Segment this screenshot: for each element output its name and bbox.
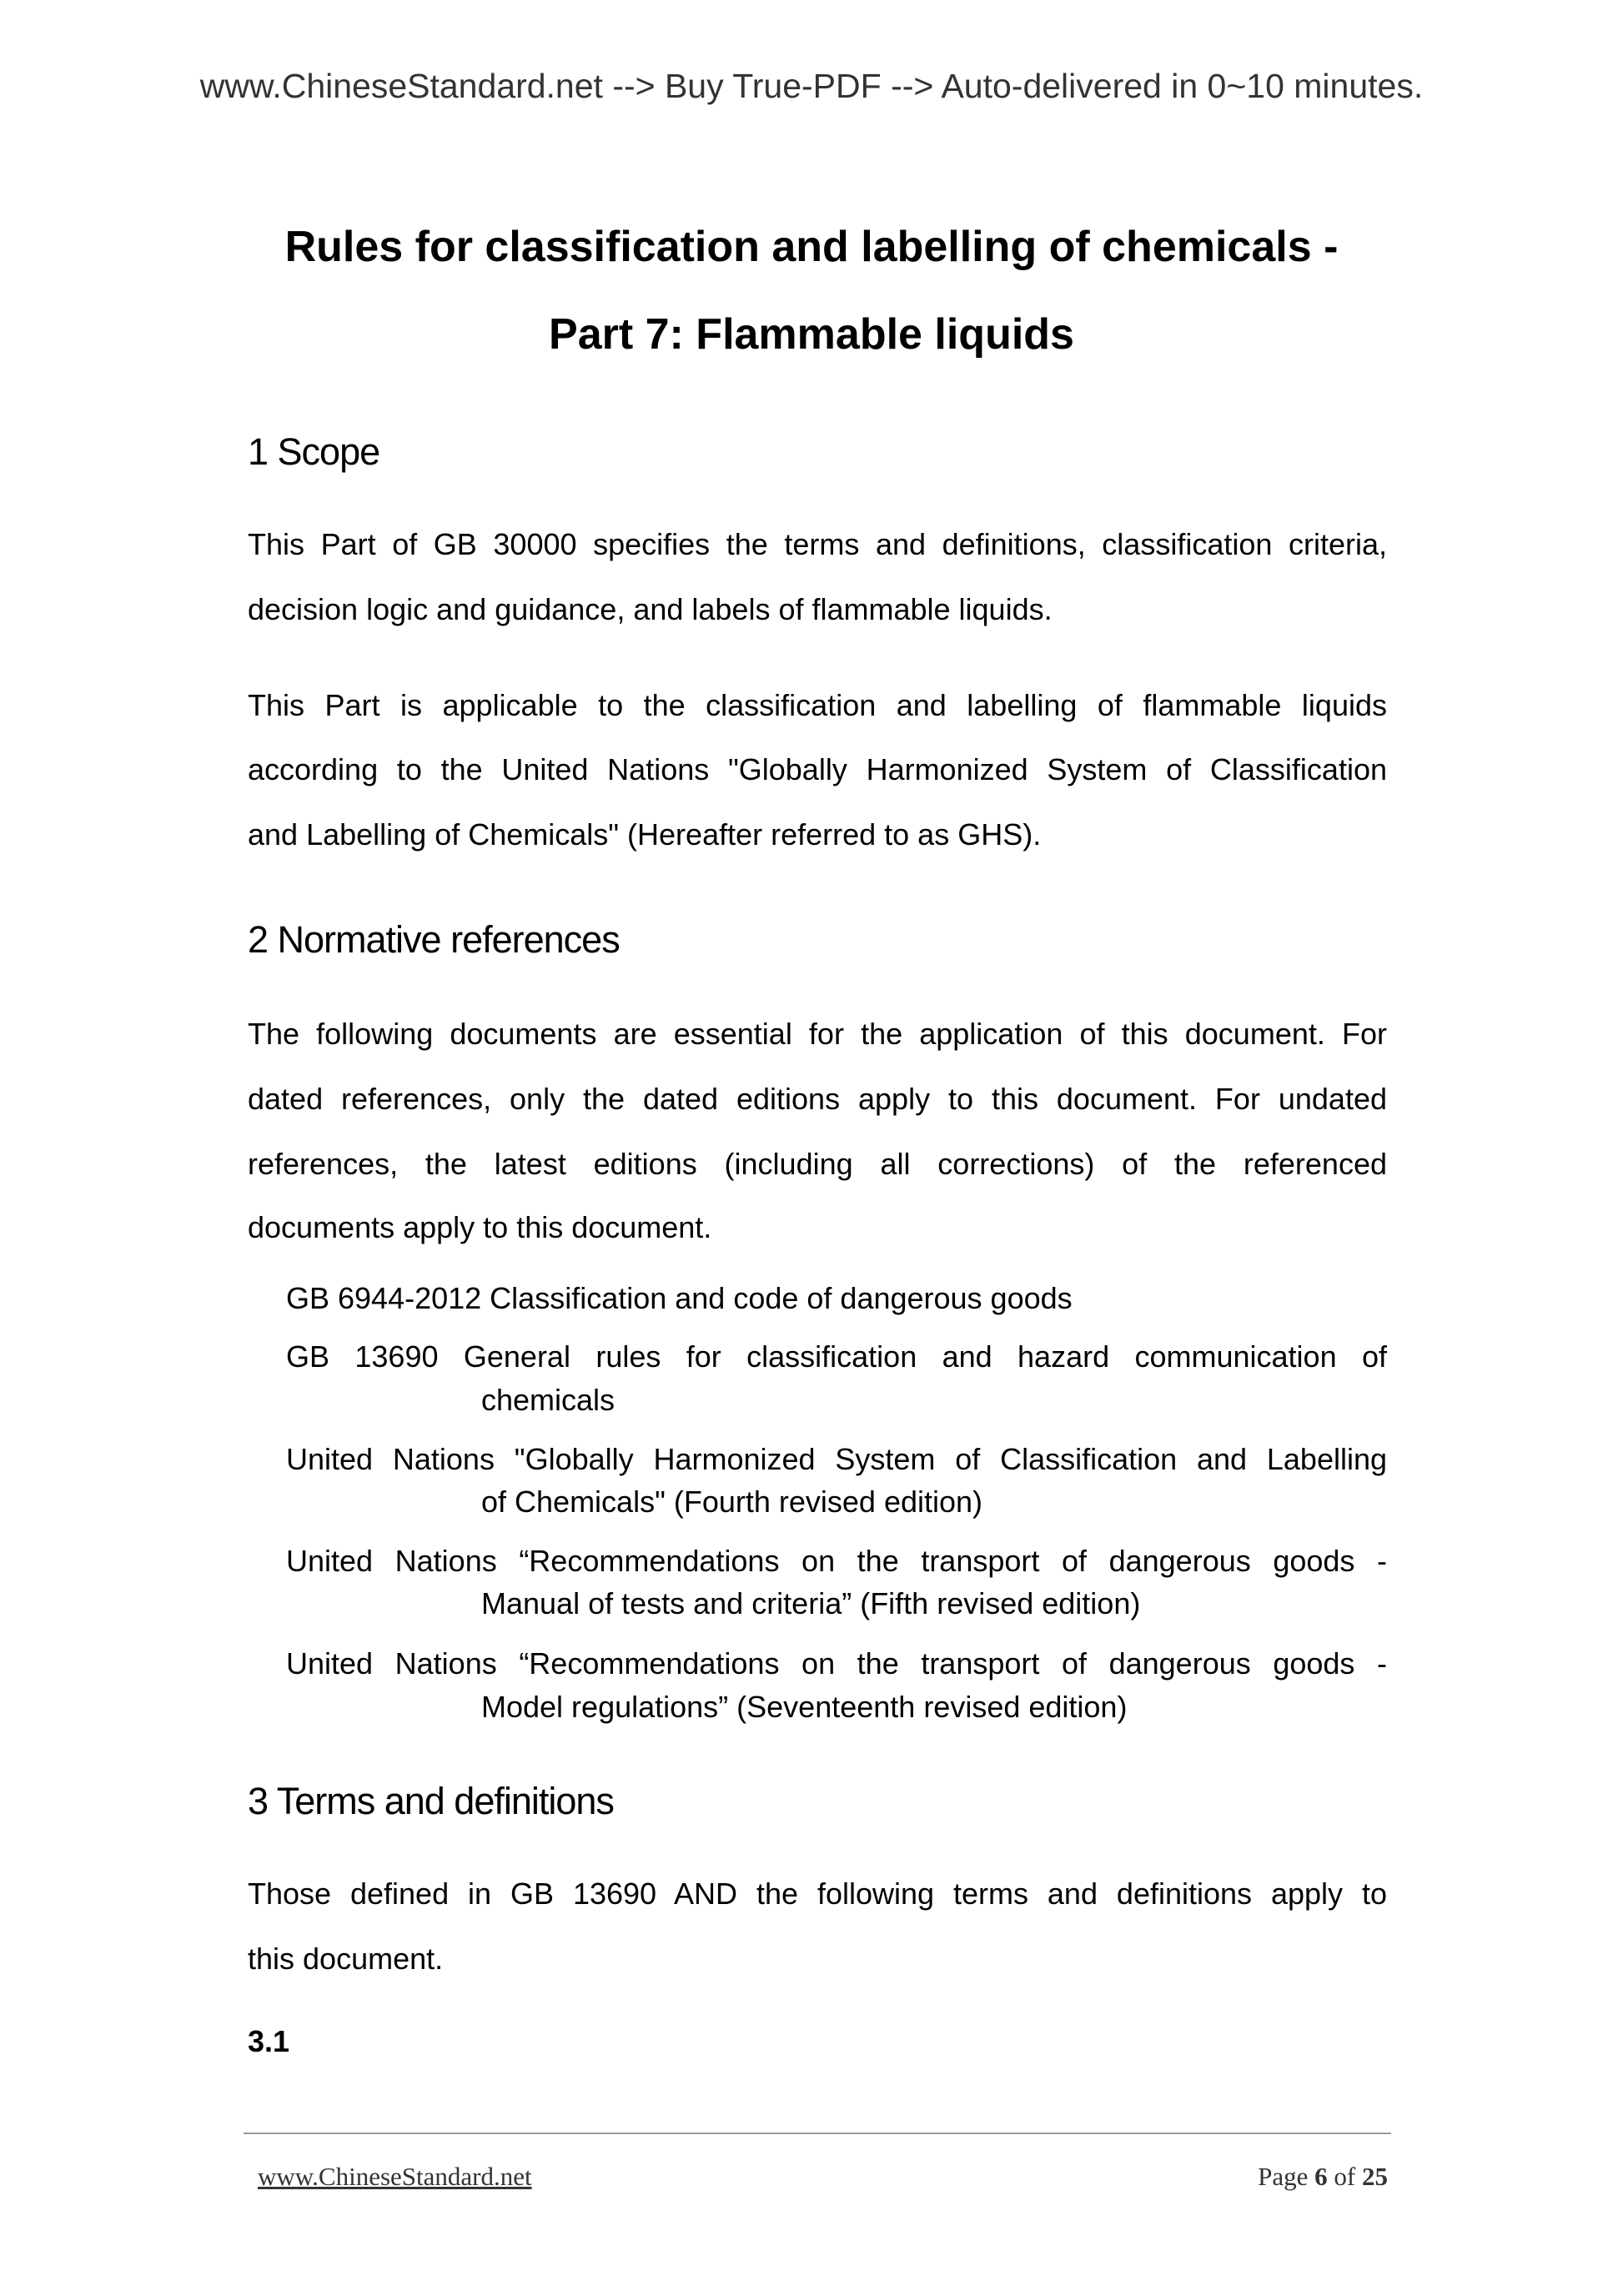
scope-p2-line: and Labelling of Chemicals" (Hereafter referred to as GHS). xyxy=(248,817,1042,852)
header-banner: www.ChineseStandard.net --> Buy True-PDF --> Auto-delivered in 0~10 minutes. xyxy=(199,67,1424,105)
footer-divider xyxy=(244,2133,1391,2134)
reference-item: United Nations "Globally Harmonized System of Classification and Labelling xyxy=(286,1442,1387,1476)
clause-number: 3.1 xyxy=(248,2024,290,2058)
page-indicator xyxy=(1258,2162,1388,2192)
footer-site-link[interactable] xyxy=(258,2162,532,2192)
reference-item: United Nations “Recommendations on the transport of dangerous goods - xyxy=(286,1646,1387,1681)
doc-title-line1: Rules for classification and labelling of chemicals - xyxy=(284,223,1339,271)
scope-p1-line: This Part of GB 30000 specifies the terms and definitions, classification criteria, xyxy=(248,527,1387,561)
heading-scope: 1 Scope xyxy=(248,430,380,473)
of-word: of xyxy=(1334,2162,1356,2191)
reference-item: GB 6944-2012 Classification and code of dangerous goods xyxy=(286,1281,1073,1315)
reference-item: GB 13690 General rules for classification and hazard communication of xyxy=(286,1339,1387,1374)
page-total: 25 xyxy=(1362,2162,1388,2191)
scope-p1-line: decision logic and guidance, and labels of flammable liquids. xyxy=(248,592,1053,626)
normative-p1-line: documents apply to this document. xyxy=(248,1210,712,1244)
reference-item-cont: of Chemicals" (Fourth revised edition) xyxy=(481,1485,983,1519)
reference-item-cont: Model regulations” (Seventeenth revised edition) xyxy=(481,1690,1128,1724)
page-word: Page xyxy=(1258,2162,1309,2191)
doc-title-line2: Part 7: Flammable liquids xyxy=(549,310,1074,359)
terms-p1-line: Those defined in GB 13690 AND the following terms and definitions apply to xyxy=(248,1876,1387,1911)
terms-p1-line: this document. xyxy=(248,1942,444,1976)
normative-p1-line: references, the latest editions (including all corrections) of the referenced xyxy=(248,1147,1387,1181)
normative-p1-line: dated references, only the dated editions apply to this document. For undated xyxy=(248,1082,1387,1116)
heading-terms-definitions: 3 Terms and definitions xyxy=(248,1780,614,1822)
reference-item-cont: chemicals xyxy=(481,1383,616,1417)
footer-site-link-text[interactable]: www.ChineseStandard.net xyxy=(258,2162,532,2191)
scope-p2-line: This Part is applicable to the classification and labelling of flammable liquids xyxy=(248,688,1387,722)
page-number: 6 xyxy=(1314,2162,1328,2191)
scope-p2-line: according to the United Nations "Globally Harmonized System of Classification xyxy=(248,752,1387,786)
heading-normative-references: 2 Normative references xyxy=(248,918,620,961)
normative-p1-line: The following documents are essential for the application of this document. For xyxy=(248,1017,1387,1051)
reference-item-cont: Manual of tests and criteria” (Fifth revised edition) xyxy=(481,1586,1141,1620)
reference-item: United Nations “Recommendations on the transport of dangerous goods - xyxy=(286,1544,1387,1578)
